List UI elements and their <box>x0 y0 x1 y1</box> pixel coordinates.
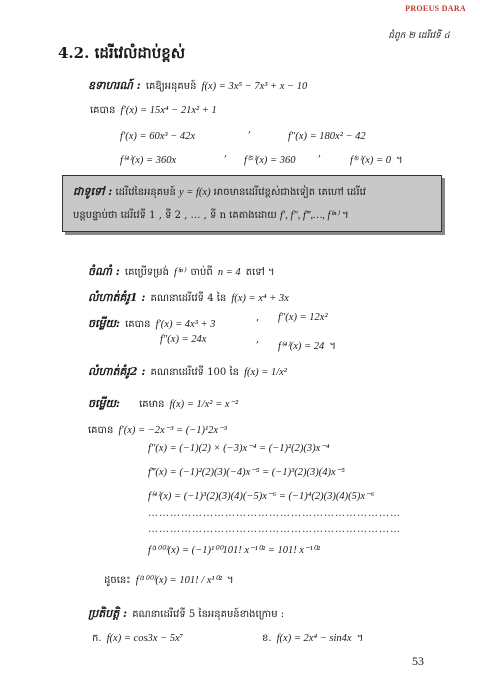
conclusion-prefix: ដូចនេះ <box>104 575 131 586</box>
derivative-line-3b <box>244 148 295 167</box>
separator: , <box>224 148 228 159</box>
section-heading: ដេរីវេលំដាប់ខ្ពស់ <box>94 44 186 62</box>
page-number: 53 <box>412 654 424 668</box>
practice-text: គណនាដេរីវេទី 5 នៃអនុគមន៍ខាងក្រោម : <box>132 609 285 620</box>
note-tail: តទៅ ។ <box>245 267 275 278</box>
note-text: គេប្រើទម្រង់ <box>124 267 169 278</box>
practice-line <box>88 602 284 623</box>
exercise2-s1-line <box>88 418 227 438</box>
derivative-line-2 <box>120 124 195 143</box>
practice-a-label: ក. <box>92 633 102 644</box>
exercise1-d4: f⁽⁴⁾(x) = 24 <box>278 341 325 352</box>
separator: , <box>248 124 252 135</box>
exercise2-sol-prefix-2: គេបាន <box>88 425 114 436</box>
generalization-text-2: បន្តបន្ទាប់ថា ដេរីវេទី 1 , ទី 2 , … , ទី n គេតាងដោយ <box>73 210 277 221</box>
exercise1-text: គណនាដេរីវេទី 4 នៃ <box>150 293 227 304</box>
derivative-prefix: គេបាន <box>90 105 116 116</box>
generalization-box <box>62 175 442 232</box>
exercise1-solution-1 <box>88 312 215 333</box>
derivative-line-1 <box>90 98 217 118</box>
example-text: គេឱ្យអនុគមន៍ <box>145 81 197 92</box>
exercise2-s2: f″(x) = (−1)(2) × (−3)x⁻⁴ = (−1)²(2)(3)x⁻⁴ <box>148 443 330 454</box>
brand-label: PROEUS DARA <box>405 4 466 13</box>
exercise2-sol-label: ចម្លើយ: <box>88 397 120 410</box>
section-title <box>58 44 185 66</box>
exercise2-conclusion <box>104 568 234 588</box>
note-math: f⁽ⁿ⁾ <box>174 267 186 278</box>
exercise1-d4-line <box>278 334 336 354</box>
exercise2-line <box>88 360 287 381</box>
exercise1-math: f(x) = x⁴ + 3x <box>231 293 289 304</box>
practice-b-math: f(x) = 2x⁴ − sin4x <box>276 633 352 644</box>
generalization-text: ដេរីវេនៃអនុគមន៍ <box>115 187 176 198</box>
sentence-end: ។ <box>227 575 234 586</box>
practice-b <box>262 626 363 646</box>
derivative-f1: f′(x) = 15x⁴ − 21x² + 1 <box>120 105 217 116</box>
exercise1-d1: f′(x) = 4x³ + 3 <box>155 319 216 330</box>
note-label: ចំណាំ : <box>88 265 120 278</box>
generalization-line-2 <box>73 208 349 223</box>
exercise1-label: លំហាត់គំរូ1 : <box>88 291 146 304</box>
note-condition: n = 4 <box>217 267 241 278</box>
generalization-rest: អាចមានដេរីវេខ្ពស់ជាងទៀត គេហៅ ដេរីវេ <box>213 187 366 198</box>
dotted-line: …………………………………………………………… <box>148 524 401 535</box>
note-line <box>88 260 275 281</box>
separator: , <box>256 334 260 345</box>
exercise2-sol-prefix: គេមាន <box>139 399 165 410</box>
derivative-f3: f″(x) = 180x² − 42 <box>288 131 366 142</box>
section-number: 4.2. <box>58 44 90 62</box>
example-function: f(x) = 3x⁵ − 7x³ + x − 10 <box>201 81 308 92</box>
exercise2-s1: f′(x) = −2x⁻³ = (−1)¹2x⁻³ <box>118 425 227 436</box>
derivative-f5: f⁽⁵⁾(x) = 360 <box>244 155 296 166</box>
dotted-line: …………………………………………………………… <box>148 508 401 519</box>
exercise2-label: លំហាត់គំរូ2 : <box>88 365 146 378</box>
note-rest: ចាប់ពី <box>190 267 213 278</box>
separator: , <box>318 148 322 159</box>
example-line <box>88 74 307 95</box>
exercise2-s3: f‴(x) = (−1)²(2)(3)(−4)x⁻⁵ = (−1)³(2)(3)(4)x⁻⁵ <box>148 467 345 478</box>
derivative-line-3c <box>350 148 403 168</box>
derivative-f4: f⁽⁴⁾(x) = 360x <box>120 155 177 166</box>
sentence-end: ។ <box>396 155 403 166</box>
chapter-label: ជំពូក ២ ដេរីវេទី ៤ <box>388 31 450 41</box>
exercise2-given <box>88 392 238 413</box>
exercise2-math: f(x) = 1/x² <box>244 367 287 378</box>
derivative-line-2b <box>288 124 366 143</box>
conclusion-math: f⁽¹⁰⁰⁾(x) = 101! / x¹⁰² <box>135 575 222 586</box>
practice-a-math: f(x) = cos3x − 5x⁷ <box>106 633 184 644</box>
generalization-math-2: f′, f″, f‴,…, f⁽ⁿ⁾ <box>279 210 339 221</box>
generalization-line-1 <box>73 185 366 201</box>
sentence-end: ។ <box>356 633 364 644</box>
exercise2-s4: f⁽⁴⁾(x) = (−1)³(2)(3)(4)(−5)x⁻⁶ = (−1)⁴(2)(3)(4)(5)x⁻⁶ <box>148 491 375 502</box>
example-label: ឧទាហរណ៍ : <box>88 79 141 92</box>
exercise1-sol-label: ចម្លើយ: <box>88 317 120 330</box>
exercise1-line <box>88 286 289 307</box>
generalization-end: ។ <box>342 210 349 221</box>
practice-a <box>92 626 183 646</box>
derivative-line-3 <box>120 148 176 167</box>
sentence-end: ។ <box>329 341 336 352</box>
generalization-label: ជាទូទៅ : <box>73 185 113 198</box>
practice-b-label: ខ. <box>262 633 272 644</box>
practice-label: ប្រតិបត្តិ : <box>88 607 128 620</box>
exercise2-text: គណនាដេរីវេទី 100 នៃ <box>150 367 239 378</box>
derivative-f6: f⁽⁶⁾(x) = 0 <box>350 155 391 166</box>
exercise2-given-math: f(x) = 1/x² = x⁻² <box>169 399 239 410</box>
generalization-math: y = f(x) <box>179 187 211 198</box>
derivative-f2: f′(x) = 60x³ − 42x <box>120 131 196 142</box>
exercise2-s100: f⁽¹⁰⁰⁾(x) = (−1)¹⁰⁰101! x⁻¹⁰² = 101! x⁻¹⁰² <box>148 545 321 556</box>
exercise1-d2: f″(x) = 12x² <box>278 312 328 323</box>
exercise1-d3: f″(x) = 24x <box>160 334 207 345</box>
exercise1-sol-prefix: គេបាន <box>125 319 151 330</box>
separator: , <box>256 312 260 323</box>
